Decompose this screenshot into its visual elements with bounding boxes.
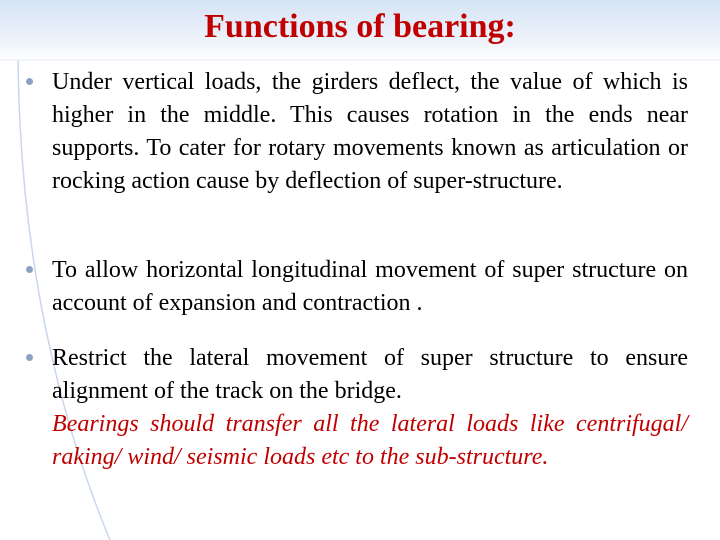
bullet-item-2 <box>52 254 688 320</box>
slide-title: Functions of bearing: <box>204 8 516 45</box>
bullet-text: Restrict the lateral movement of super structure to ensure alignment of the track on the bridge. <box>52 345 688 404</box>
bullet-note: Bearings should transfer all the lateral loads like centrifugal/ raking/ wind/ seismic loads etc to the sub-structure. <box>52 411 688 470</box>
bullet-item-3 <box>52 342 688 474</box>
bullet-item-1 <box>52 66 688 198</box>
bullet-text: Under vertical loads, the girders deflect, the value of which is higher in the middle. This causes rotation in the ends near supports. To cater for rotary movements known as articulation or rocking action cause by deflection of super-structure. <box>52 69 688 194</box>
bullet-dot-icon <box>26 354 33 361</box>
bullet-dot-icon <box>26 78 33 85</box>
bullet-text: To allow horizontal longitudinal movement of super structure on account of expansion and contraction . <box>52 257 688 316</box>
bullet-dot-icon <box>26 266 33 273</box>
